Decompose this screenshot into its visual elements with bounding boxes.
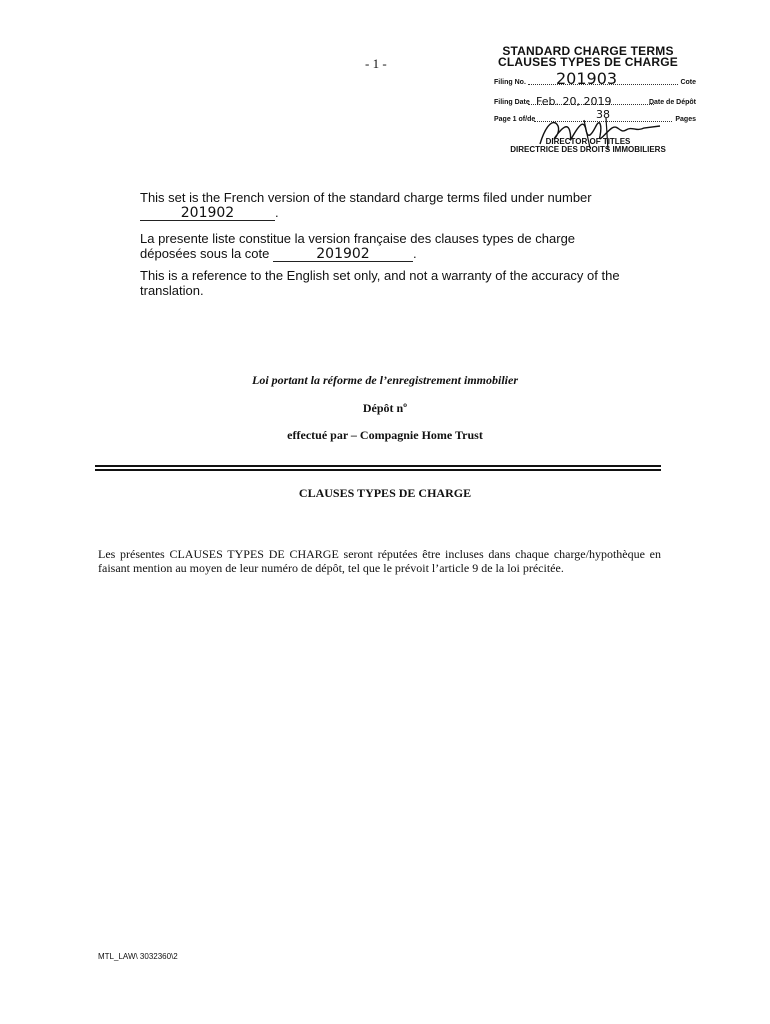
- filing-number-1: 201902: [140, 206, 275, 221]
- divider-top: [95, 465, 661, 467]
- stamp-title-fr: CLAUSES TYPES DE CHARGE: [498, 55, 678, 69]
- intro-paragraph-1: [140, 190, 660, 221]
- period-1: .: [275, 205, 279, 220]
- intro-line-1: This set is the French version of the standard charge terms filed under number: [140, 190, 592, 205]
- stamp-title-en: STANDARD CHARGE TERMS: [502, 44, 674, 58]
- filing-number-2: 201902: [273, 247, 413, 262]
- filing-date-end: Date de Dépôt: [648, 99, 696, 106]
- law-title: Loi portant la réforme de l’enregistrement immobilier: [252, 373, 518, 387]
- director-fr: DIRECTRICE DES DROITS IMMOBILIERS: [510, 145, 666, 154]
- period-2: .: [413, 246, 417, 261]
- intro-paragraph-3: This is a reference to the English set only, and not a warranty of the accuracy of the translation.: [140, 268, 620, 298]
- director-en: DIRECTOR OF TITLES: [545, 137, 631, 146]
- filing-no-end: Cote: [680, 79, 696, 86]
- page-value: 38: [596, 108, 610, 121]
- intro-paragraph-2: [140, 231, 660, 262]
- filing-date-value: Feb. 20, 2019: [536, 95, 612, 108]
- stamp-filing-date-row: [488, 88, 698, 108]
- intro-line-2b: déposées sous la cote: [140, 246, 270, 261]
- filing-no-value: 201903: [556, 69, 618, 88]
- page-label: Page 1 of/de: [494, 116, 536, 123]
- body-paragraph: Les présentes CLAUSES TYPES DE CHARGE seront réputées être incluses dans chaque charge/hypothèque en faisant mention au moyen de leur numéro de dépôt, tel que le prévoit l’article 9 de la loi précitée.: [98, 547, 661, 575]
- filing-date-label: Filing Date: [494, 99, 530, 106]
- section-title: CLAUSES TYPES DE CHARGE: [298, 486, 472, 500]
- divider-bottom: [95, 469, 661, 471]
- stamp-filing-no-row: [488, 68, 698, 88]
- filed-by: effectué par – Compagnie Home Trust: [287, 428, 483, 442]
- page-end: Pages: [675, 116, 696, 123]
- depot-number: Dépôt nº: [362, 401, 408, 415]
- page-number: - 1 -: [365, 56, 387, 71]
- document-reference: MTL_LAW\ 3032360\2: [98, 952, 178, 961]
- intro-line-2a: La presente liste constitue la version française des clauses types de charge: [140, 231, 576, 246]
- filing-stamp: [488, 44, 698, 154]
- filing-no-label: Filing No.: [494, 79, 526, 86]
